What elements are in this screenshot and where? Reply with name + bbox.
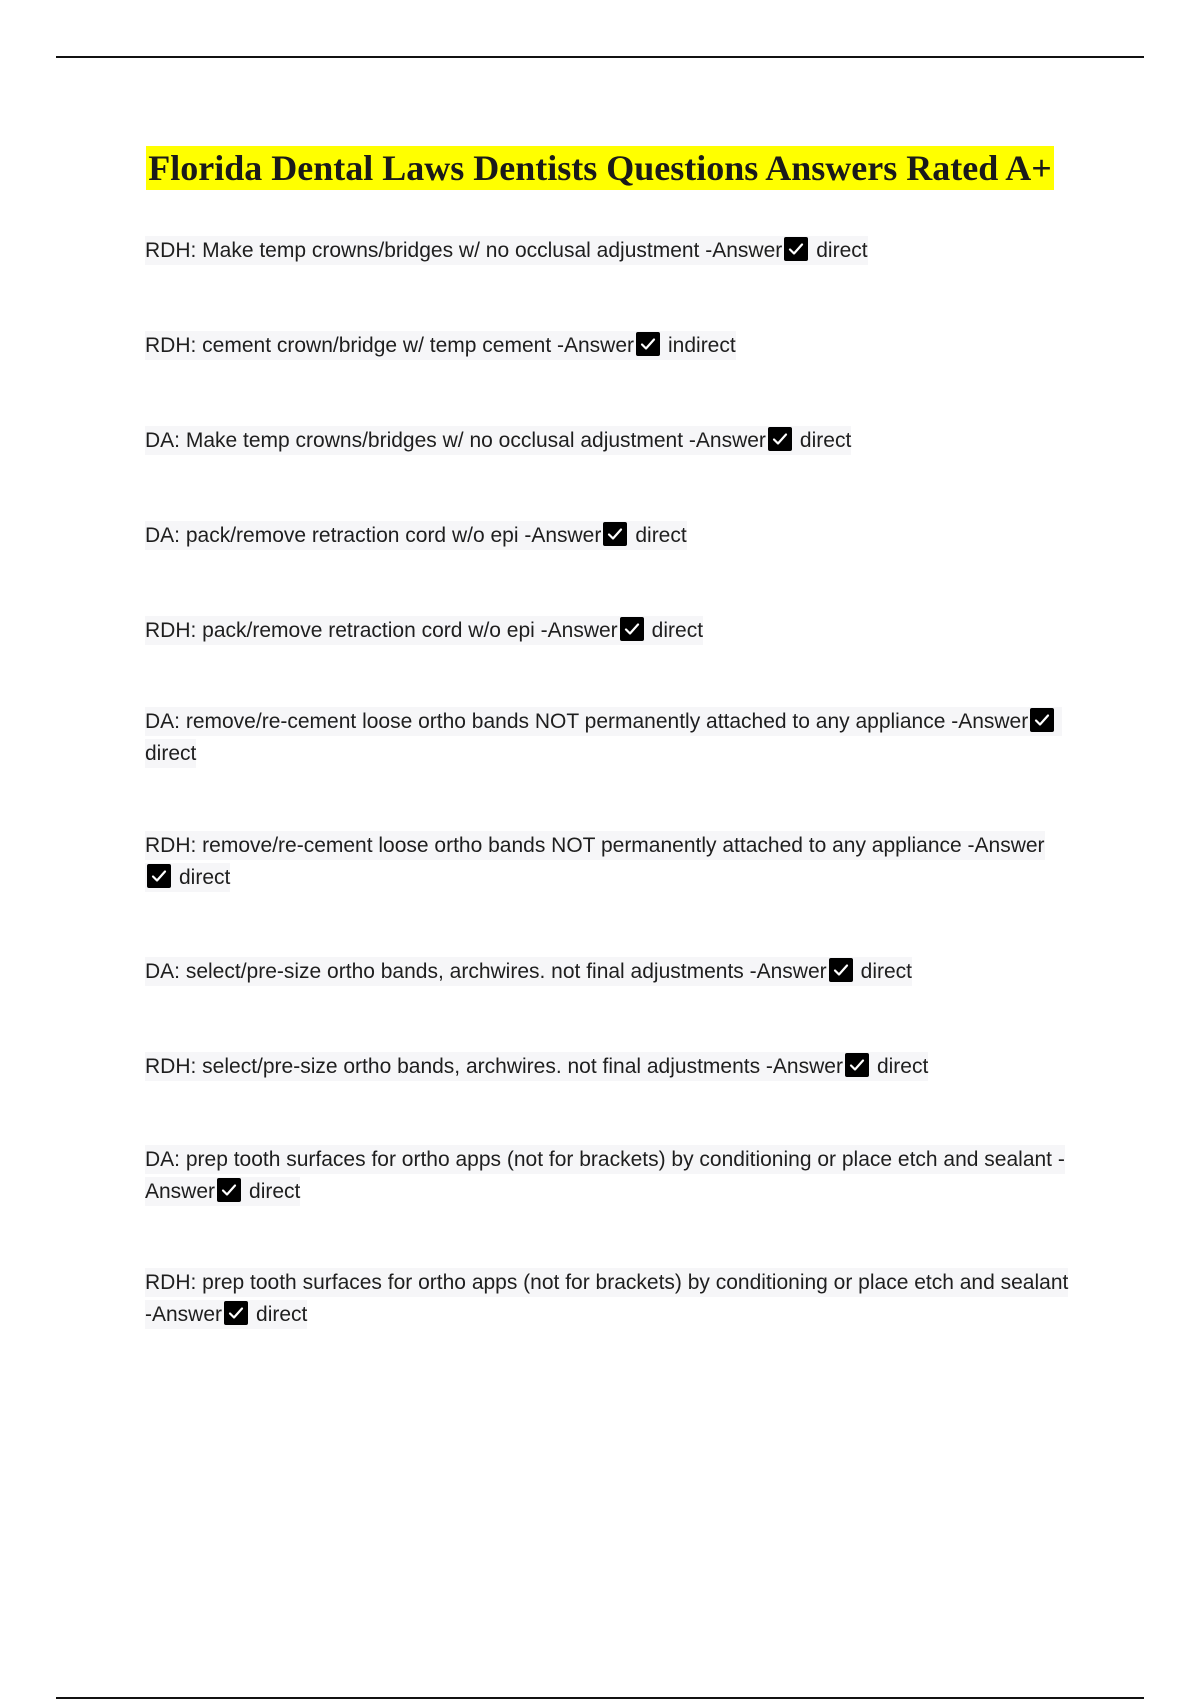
- qa-item: [145, 1267, 1075, 1331]
- qa-question: RDH: prep tooth surfaces for ortho apps (not for brackets) by conditioning or place etch and sealant -Answer: [145, 1271, 1069, 1326]
- check-mark-box-icon: [636, 332, 660, 356]
- qa-answer: direct: [816, 239, 868, 262]
- check-mark-box-icon: [147, 864, 171, 888]
- check-mark-box-icon: [603, 522, 627, 546]
- check-mark-box-icon: [620, 617, 644, 641]
- qa-item: [145, 235, 1075, 267]
- qa-item: [145, 520, 1075, 552]
- qa-answer: indirect: [668, 334, 736, 357]
- qa-item: [145, 956, 1075, 988]
- qa-item: [145, 1051, 1075, 1083]
- qa-question: DA: remove/re-cement loose ortho bands NOT permanently attached to any appliance -Answer: [145, 710, 1029, 733]
- qa-question: RDH: cement crown/bridge w/ temp cement -Answer: [145, 334, 634, 357]
- bottom-rule: [56, 1697, 1144, 1699]
- qa-item-text: [145, 426, 851, 455]
- check-mark-box-icon: [1030, 708, 1054, 732]
- qa-answer: direct: [256, 1303, 308, 1326]
- qa-item: [145, 425, 1075, 457]
- qa-item-text: [145, 236, 868, 265]
- qa-question: RDH: select/pre-size ortho bands, archwires. not final adjustments -Answer: [145, 1055, 843, 1078]
- qa-question: RDH: pack/remove retraction cord w/o epi -Answer: [145, 619, 618, 642]
- qa-question: RDH: remove/re-cement loose ortho bands NOT permanently attached to any appliance -Answer: [145, 834, 1045, 857]
- qa-answer: direct: [249, 1180, 301, 1203]
- qa-answer: direct: [635, 524, 687, 547]
- qa-item-text: [145, 331, 736, 360]
- top-rule: [56, 56, 1144, 58]
- qa-item-text: [145, 521, 687, 550]
- check-mark-box-icon: [224, 1301, 248, 1325]
- check-mark-box-icon: [845, 1053, 869, 1077]
- qa-question: DA: prep tooth surfaces for ortho apps (not for brackets) by conditioning or place etch and sealant -Answer: [145, 1148, 1065, 1203]
- check-mark-box-icon: [784, 237, 808, 261]
- check-mark-box-icon: [829, 958, 853, 982]
- qa-question: DA: pack/remove retraction cord w/o epi -Answer: [145, 524, 602, 547]
- qa-item-text: [145, 957, 912, 986]
- qa-item: [145, 830, 1075, 894]
- qa-item-text: [145, 1268, 1068, 1329]
- qa-answer: direct: [651, 619, 704, 642]
- qa-item: [145, 1144, 1075, 1208]
- qa-answer: direct: [179, 866, 231, 889]
- qa-question: DA: select/pre-size ortho bands, archwires. not final adjustments -Answer: [145, 960, 827, 983]
- qa-item-text: [145, 1145, 1065, 1206]
- check-mark-box-icon: [217, 1178, 241, 1202]
- qa-item: [145, 615, 1075, 647]
- qa-item: [145, 706, 1075, 770]
- qa-answer: direct: [145, 742, 197, 765]
- qa-answer: direct: [876, 1055, 929, 1078]
- title-container: [0, 146, 1200, 190]
- qa-question: RDH: Make temp crowns/bridges w/ no occlusal adjustment -Answer: [145, 239, 783, 262]
- document-title: Florida Dental Laws Dentists Questions Answers Rated A+: [148, 148, 1052, 188]
- qa-item: [145, 330, 1075, 362]
- qa-item-text: [145, 831, 1045, 892]
- qa-item-text: [145, 707, 1062, 768]
- qa-question: DA: Make temp crowns/bridges w/ no occlusal adjustment -Answer: [145, 429, 766, 452]
- check-mark-box-icon: [768, 427, 792, 451]
- qa-answer: direct: [799, 429, 852, 452]
- qa-item-text: [145, 616, 703, 645]
- qa-answer: direct: [860, 960, 912, 983]
- qa-item-text: [145, 1052, 928, 1081]
